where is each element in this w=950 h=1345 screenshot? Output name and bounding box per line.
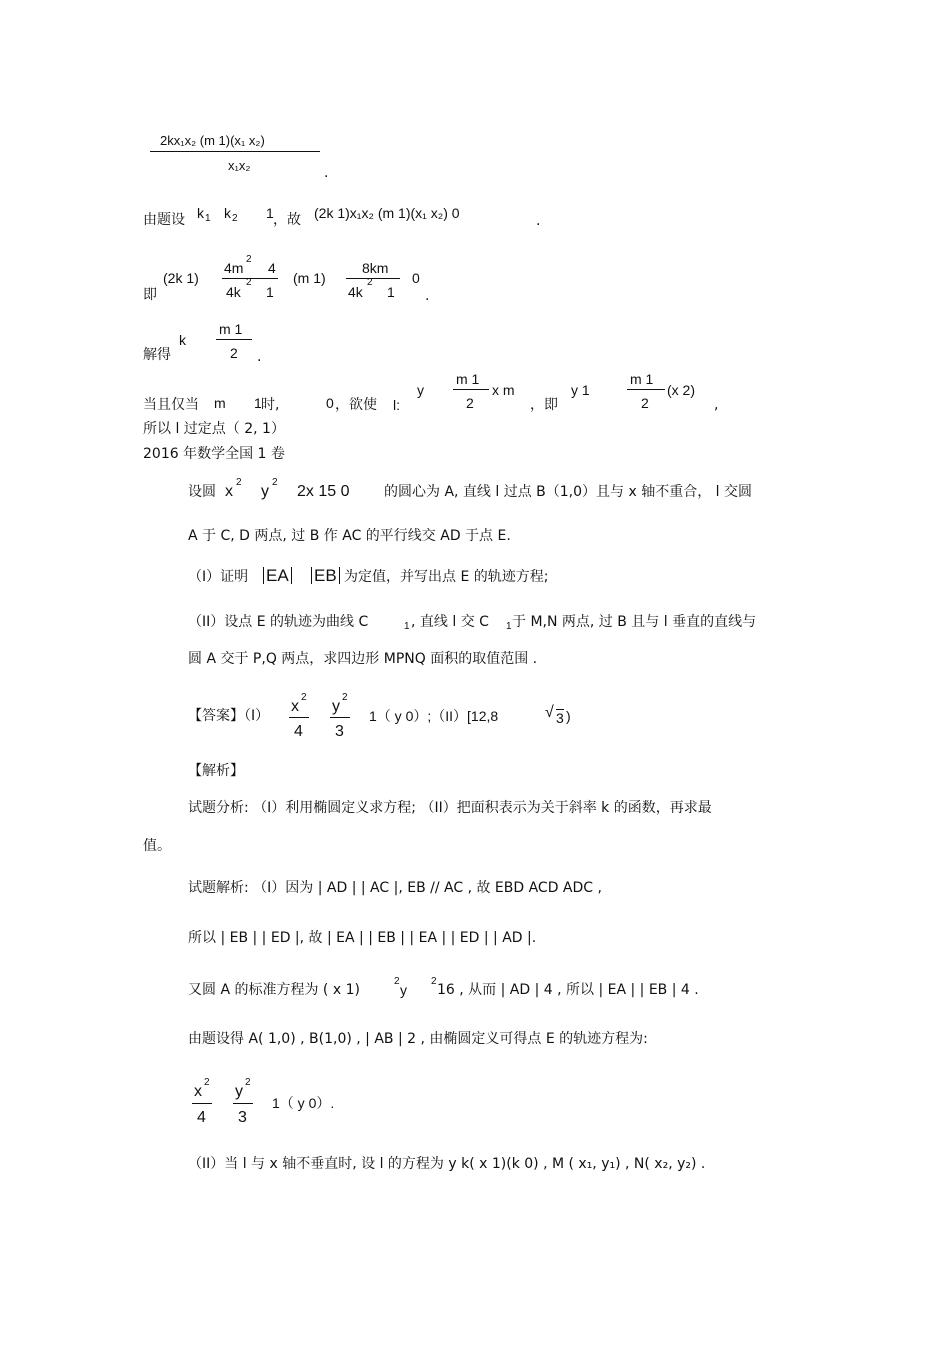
eq-rest: 2x 15 0	[297, 483, 350, 500]
part1-b: 为定值，并写出点 E 的轨迹方程;	[344, 569, 549, 585]
analysis-line-1: 试题分析: （I）利用椭圆定义求方程; （II）把面积表示为关于斜率 k 的函数，再求最	[188, 800, 712, 816]
text-dangqiejindang: 当且仅当	[143, 397, 199, 413]
frac2-num: m 1	[630, 371, 654, 387]
frac2-den-exp: 2	[367, 277, 373, 288]
frac-den: 2	[466, 395, 474, 411]
solution-line-2: 所以 | EB | | ED |, 故 | EA | | EB | | EA | | ED | | AD |.	[188, 930, 537, 946]
period: .	[257, 349, 262, 365]
frac1-den: 4k	[226, 284, 241, 300]
k: k	[179, 332, 186, 348]
period: .	[425, 288, 430, 304]
sol-4: 4	[197, 1109, 206, 1126]
ans-3: 3	[335, 723, 344, 740]
part2-b: , 直线 l 交 C	[411, 614, 489, 630]
ans-y-exp: 2	[342, 692, 348, 703]
text-youtishe: 由题设	[143, 212, 185, 228]
sq-exp-2: 2	[431, 976, 437, 987]
sol-3: 3	[238, 1109, 247, 1126]
sub-1b: 1	[506, 621, 512, 632]
problem-text-b: 的圆心为 A, 直线 l 过点 B（1,0）且与 x 轴不重合， l 交圆	[384, 484, 753, 500]
sqrt-sign: √	[545, 704, 554, 721]
sol-y-exp: 2	[245, 1077, 251, 1088]
abs-eb: EB	[311, 567, 340, 584]
text-yushi: ，欲使	[335, 397, 377, 413]
frac1-den-exp: 2	[246, 277, 252, 288]
fraction-bar	[627, 389, 665, 390]
analysis-line-2: 值。	[143, 838, 171, 854]
frac2-num: 8km	[362, 260, 389, 276]
problem-line-5: 圆 A 交于 P,Q 两点，求四边形 MPNQ 面积的取值范围 .	[188, 651, 538, 667]
problem-line-2: A 于 C, D 两点, 过 B 作 AC 的平行线交 AD 于点 E.	[188, 528, 511, 544]
x-sq-exp: 2	[236, 477, 242, 488]
fraction-bar	[150, 151, 320, 152]
expr: (2k 1)x₁x₂ (m 1)(x₁ x₂) 0	[314, 205, 460, 221]
y-1: y 1	[571, 382, 590, 398]
y-sq-exp: 2	[272, 477, 278, 488]
sub-1: 1	[404, 621, 410, 632]
problem-text-a: 设圆	[188, 484, 216, 500]
sol-b: 1（ y 0）.	[272, 1095, 335, 1111]
fraction-bar	[192, 1103, 212, 1104]
frac2-den-1: 1	[387, 284, 395, 300]
k1: k	[197, 205, 204, 221]
zero: 0	[326, 395, 334, 411]
ans-4: 4	[294, 723, 303, 740]
text-ji: 即	[143, 287, 157, 303]
abs-ea: EA	[263, 567, 292, 584]
frac1-num: 4m	[224, 260, 244, 276]
fixed-point-line: 所以 l 过定点（ 2, 1）	[143, 421, 285, 437]
solution-line-3a: 又圆 A 的标准方程为 ( x 1)	[188, 982, 360, 998]
ans-x-exp: 2	[301, 692, 307, 703]
solution-line-3b: 16 , 从而 | AD | 4 , 所以 | EA | | EB | 4 .	[437, 982, 699, 998]
frac1-num-exp: 2	[246, 254, 252, 265]
ans-x: x	[291, 698, 299, 715]
frac1-num-4: 4	[268, 260, 276, 276]
analysis-label: 【解析】	[188, 763, 244, 779]
y-sq: y	[261, 483, 269, 500]
m: m	[214, 395, 226, 411]
ans-b: 1（ y 0）;（II）[12,8	[369, 708, 499, 724]
answer-label: 【答案】（I）	[188, 708, 270, 724]
solution-line-1: 试题解析: （I）因为 | AD | | AC |, EB // AC , 故 EBD ACD ADC ,	[188, 880, 602, 896]
text-shi: 时,	[261, 397, 280, 413]
fraction-bar	[233, 1103, 253, 1104]
k2-sub: 2	[232, 213, 238, 224]
x-sq: x	[225, 483, 233, 500]
fraction-numerator: 2kx₁x₂ (m 1)(x₁ x₂)	[160, 133, 265, 148]
ans-y: y	[332, 698, 340, 715]
sol-x: x	[194, 1083, 202, 1100]
frac-num: m 1	[456, 371, 480, 387]
text-gu: ，故	[273, 212, 301, 228]
part1-a: （I）证明	[188, 569, 249, 585]
k1-sub: 1	[205, 213, 211, 224]
period: .	[324, 165, 329, 181]
part2-a: （II）设点 E 的轨迹为曲线 C	[188, 614, 369, 630]
k2: k	[224, 205, 231, 221]
one: 1	[254, 395, 262, 411]
frac2-den: 4k	[348, 284, 363, 300]
fraction-bar	[346, 278, 400, 279]
exam-heading: 2016 年数学全国 1 卷	[143, 446, 285, 462]
sqrt-radicand: 3	[556, 710, 564, 726]
frac-den: 2	[230, 345, 238, 361]
expr-b: (m 1)	[293, 270, 326, 286]
x-2: (x 2)	[667, 382, 695, 398]
text-ji: ，即	[530, 397, 558, 413]
period: .	[536, 213, 541, 229]
zero: 0	[412, 270, 420, 286]
expr-a: (2k 1)	[163, 270, 199, 286]
fraction-bar	[453, 389, 489, 390]
solution-line-6: （II）当 l 与 x 轴不垂直时, 设 l 的方程为 y k( x 1)(k 0) , M ( x₁, y₁) , N( x₂, y₂) .	[188, 1156, 706, 1172]
fraction-bar	[289, 717, 309, 718]
one: 1	[266, 205, 274, 221]
part2-c: 于 M,N 两点, 过 B 且与 l 垂直的直线与	[512, 614, 757, 630]
solution-line-4: 由题设得 A( 1,0) , B(1,0) , | AB | 2 , 由椭圆定义可得点 E 的轨迹方程为:	[188, 1031, 648, 1047]
frac-num: m 1	[219, 321, 243, 337]
y: y	[417, 382, 424, 398]
xm: x m	[492, 382, 515, 398]
ans-c: )	[566, 708, 571, 724]
text-jiede: 解得	[143, 347, 171, 363]
comma: ,	[714, 397, 719, 413]
fraction-denominator: x₁x₂	[228, 158, 251, 173]
line-l: l:	[393, 397, 400, 413]
sol-y: y	[235, 1083, 243, 1100]
frac1-den-1: 1	[266, 284, 274, 300]
frac2-den: 2	[641, 395, 649, 411]
fraction-bar	[330, 717, 350, 718]
fraction-bar	[216, 339, 252, 340]
sq-exp: 2	[394, 976, 400, 987]
y-term: y	[400, 982, 407, 998]
sol-x-exp: 2	[204, 1077, 210, 1088]
